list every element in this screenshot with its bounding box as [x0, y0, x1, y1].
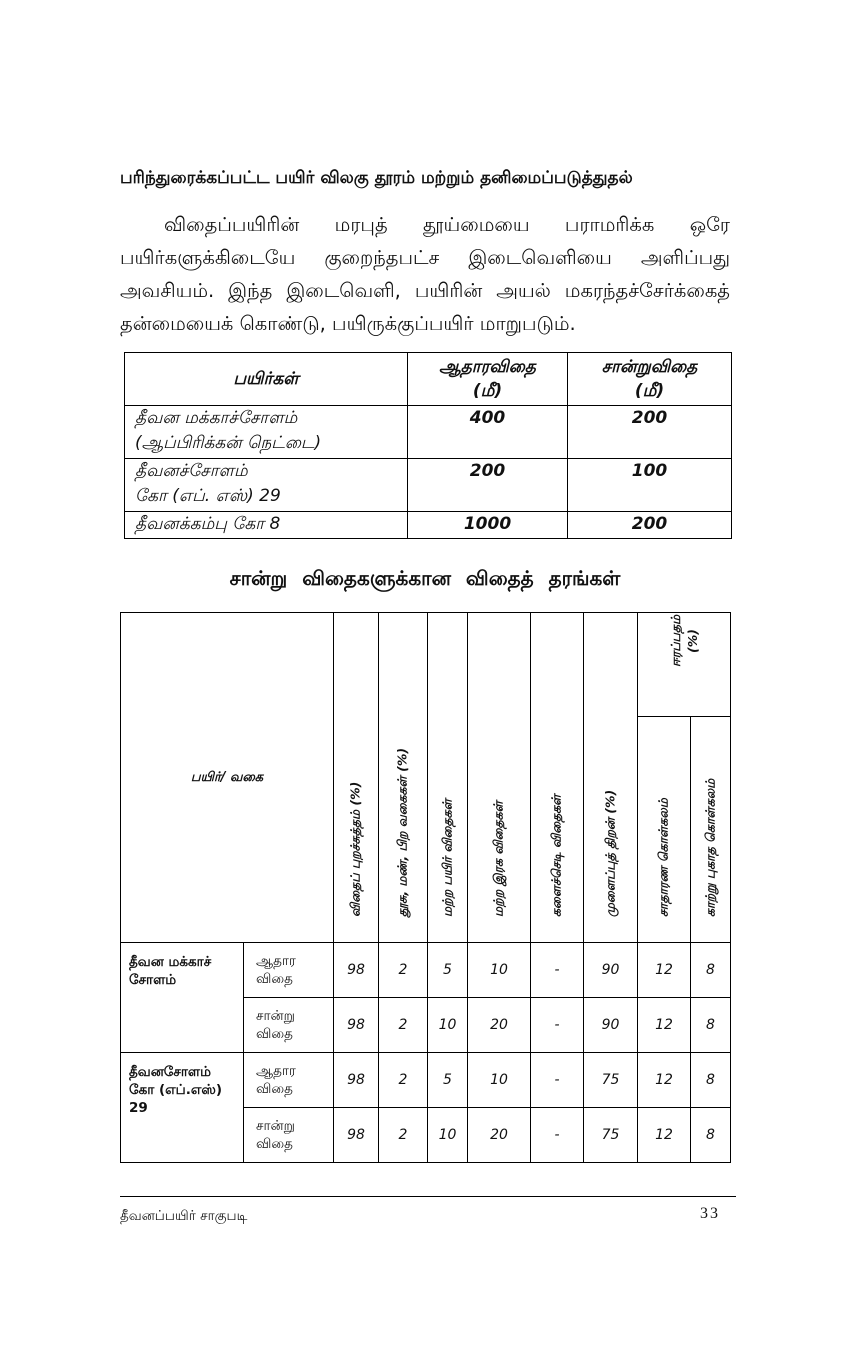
isolation-distance-table	[124, 352, 732, 539]
crop-line2: கோ (எப். எஸ்) 29	[135, 486, 281, 506]
table-row	[125, 459, 732, 512]
footer-book-title: தீவனப்பயிர் சாகுபடி	[120, 1208, 248, 1224]
header-crops: பயிர்கள்	[125, 353, 408, 406]
header-other-variety	[468, 613, 531, 943]
value-cell: 10	[428, 1108, 468, 1163]
crop-line1: தீவன மக்காச்சோளம்	[135, 408, 298, 428]
header-foundation-unit: (மீ)	[472, 381, 503, 401]
crop-cell	[121, 1053, 244, 1163]
value-cell: 5	[428, 943, 468, 998]
value-cell: 8	[691, 1053, 731, 1108]
header-airtight-container	[691, 717, 731, 943]
foundation-value: 400	[408, 406, 568, 459]
crop-cell: தீவனக்கம்பு கோ 8	[125, 512, 408, 539]
value-cell: 10	[468, 943, 531, 998]
value-cell: 2	[379, 943, 428, 998]
value-cell: 98	[334, 1108, 379, 1163]
table2-title: சான்று விதைகளுக்கான விதைத் தரங்கள்	[229, 566, 621, 590]
value-cell: 20	[468, 1108, 531, 1163]
crop-cell	[125, 406, 408, 459]
value-cell: 98	[334, 943, 379, 998]
class-label: சான்று விதை	[256, 1118, 295, 1152]
value-cell: 10	[428, 998, 468, 1053]
value-cell: 98	[334, 1053, 379, 1108]
header-purity	[334, 613, 379, 943]
header-moisture-label: ஈரப்பதம் (%)	[668, 614, 700, 668]
header-certified	[568, 353, 732, 406]
class-cell	[244, 943, 334, 998]
value-cell: 8	[691, 998, 731, 1053]
header-foundation	[408, 353, 568, 406]
header-inert	[379, 613, 428, 943]
header-purity-label: விதைப் புறச்சுத்தம் (%)	[347, 781, 363, 917]
value-cell: 90	[584, 998, 638, 1053]
header-other-crop	[428, 613, 468, 943]
value-cell: -	[531, 943, 584, 998]
crop-name: தீவனசோளம் கோ (எப்.எஸ்) 29	[129, 1064, 223, 1116]
class-label: ஆதார விதை	[256, 1063, 296, 1097]
header-airtight-container-label: காற்று புகாத கொள்கலம்	[702, 778, 717, 917]
header-crop-variety: பயிர்/ வகை	[121, 613, 334, 943]
header-other-variety-label: மற்ற இரக விதைகள்	[490, 801, 506, 917]
header-foundation-label: ஆதாரவிதை	[439, 357, 536, 377]
class-cell	[244, 998, 334, 1053]
class-cell	[244, 1053, 334, 1108]
page-number: 33	[700, 1205, 720, 1222]
value-cell: 20	[468, 998, 531, 1053]
paragraph-text: விதைப்பயிரின் மரபுத் தூய்மையை பராமரிக்க ஒரே பயிர்களுக்கிடையே குறைந்தபட்ச இடைவெளியை அளிப்பது அவசியம். இந்த இடைவெளி, பயிரின் அயல் மகரந்தச்சேர்க்கைத் தன்மையைக் கொண்டு, பயிருக்குப்பயிர் மாறுபடும்.	[120, 213, 730, 335]
header-normal-container	[638, 717, 691, 943]
header-weed	[531, 613, 584, 943]
certified-value: 200	[568, 512, 732, 539]
table-row	[125, 512, 732, 539]
header-other-crop-label: மற்ற பயிர் விதைகள்	[439, 799, 454, 917]
header-inert-label: தூசு, மண், பிற வகைகள் (%)	[394, 747, 410, 917]
body-paragraph	[120, 208, 730, 340]
certified-value: 100	[568, 459, 732, 512]
header-certified-unit: (மீ)	[634, 381, 665, 401]
value-cell: 12	[638, 1053, 691, 1108]
certified-value: 200	[568, 406, 732, 459]
header-germination	[584, 613, 638, 943]
header-weed-label: களைச்செடி விதைகள்	[548, 794, 564, 917]
crop-cell	[125, 459, 408, 512]
value-cell: -	[531, 1053, 584, 1108]
value-cell: -	[531, 1108, 584, 1163]
value-cell: 75	[584, 1053, 638, 1108]
value-cell: 8	[691, 1108, 731, 1163]
foundation-value: 1000	[408, 512, 568, 539]
value-cell: 2	[379, 1108, 428, 1163]
header-certified-label: சான்றுவிதை	[601, 357, 698, 377]
table-row	[121, 1053, 731, 1108]
value-cell: 12	[638, 1108, 691, 1163]
value-cell: 98	[334, 998, 379, 1053]
value-cell: 90	[584, 943, 638, 998]
value-cell: 2	[379, 1053, 428, 1108]
value-cell: -	[531, 998, 584, 1053]
value-cell: 75	[584, 1108, 638, 1163]
crop-cell	[121, 943, 244, 1053]
crop-line1: தீவனச்சோளம்	[135, 461, 248, 481]
value-cell: 12	[638, 998, 691, 1053]
value-cell: 10	[468, 1053, 531, 1108]
foundation-value: 200	[408, 459, 568, 512]
value-cell: 8	[691, 943, 731, 998]
value-cell: 2	[379, 998, 428, 1053]
header-moisture	[638, 613, 731, 717]
table-row	[121, 943, 731, 998]
seed-standards-table	[120, 612, 731, 1163]
class-label: ஆதார விதை	[256, 953, 296, 987]
value-cell: 12	[638, 943, 691, 998]
section-heading: பரிந்துரைக்கப்பட்ட பயிர் விலகு தூரம் மற்றும் தனிமைப்படுத்துதல்	[120, 168, 633, 188]
footer-rule	[120, 1196, 736, 1197]
table-row	[125, 406, 732, 459]
value-cell: 5	[428, 1053, 468, 1108]
crop-name: தீவன மக்காச் சோளம்	[129, 954, 212, 988]
header-normal-container-label: சாதாரண கொள்கலம்	[655, 798, 671, 917]
header-germination-label: முளைப்புத் திறன் (%)	[602, 789, 617, 917]
table-header-row	[125, 353, 732, 406]
table-header-row	[121, 613, 731, 717]
class-cell	[244, 1108, 334, 1163]
crop-line2: (ஆப்பிரிக்கன் நெட்டை)	[135, 433, 322, 453]
class-label: சான்று விதை	[256, 1008, 295, 1042]
